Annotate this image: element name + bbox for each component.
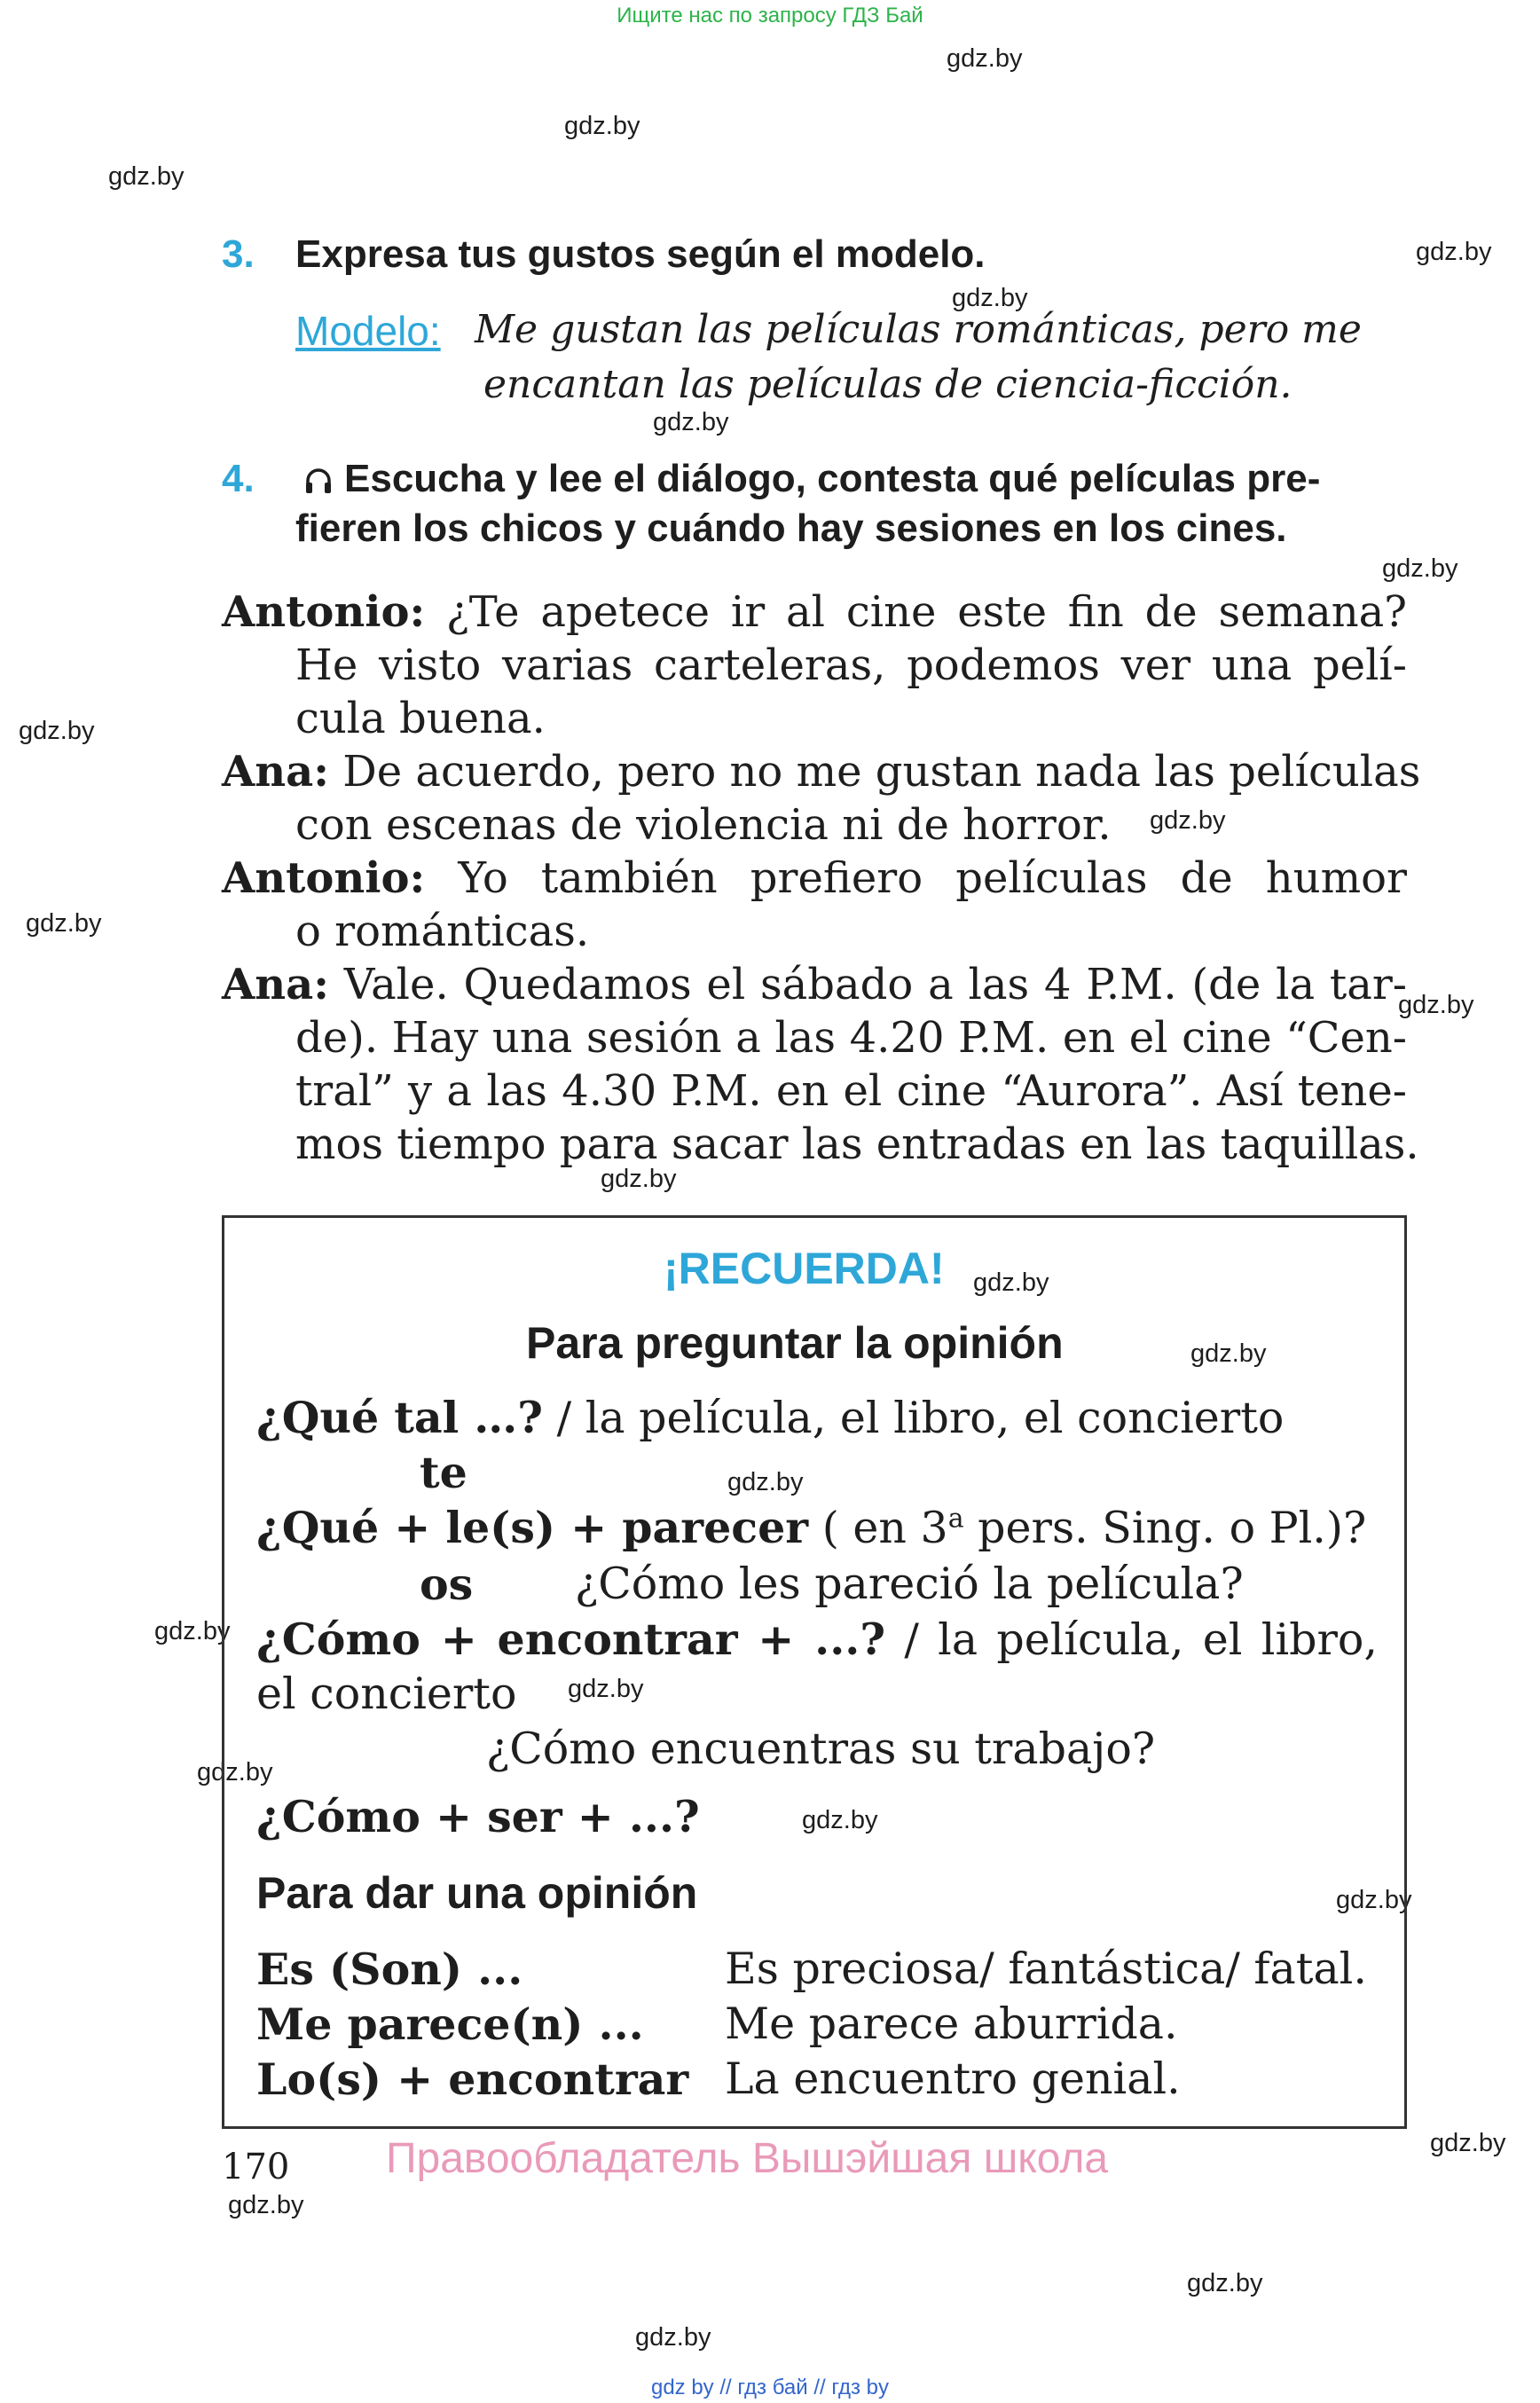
dialogue-text: De acuerdo, pero no me gustan nada las películas [328, 747, 1421, 797]
ask-opinion-heading: Para preguntar la opinión [526, 1318, 1064, 1368]
opinion-right: Es preciosa/ fantástica/ fatal. [725, 1944, 1367, 1994]
como-encontrar-line [256, 1614, 1378, 1665]
te-pronoun [420, 1447, 468, 1498]
copyright-notice: Правообладатель Вышэйшая школа [386, 2135, 1109, 2182]
como-encontrar-cont: el concierto [256, 1669, 517, 1719]
modelo-line-1: Me gustan las películas románticas, pero me [475, 307, 1362, 352]
dialogue-text: Vale. Quedamos el sábado a las 4 P.M. (de la tar- [328, 960, 1407, 1009]
watermark: gdz.by [1398, 991, 1474, 1019]
watermark: gdz.by [1416, 238, 1492, 266]
watermark: gdz.by [197, 1758, 273, 1787]
como-encontrar-example: ¿Cómo encuentras su trabajo? [486, 1724, 1156, 1774]
exercise-3-number: 3. [222, 232, 255, 276]
como-encontrar-rest: / la película, el libro, [885, 1614, 1378, 1665]
dialogue-line: tral” y a las 4.30 P.M. en el cine “Aurora”. Así tene- [295, 1066, 1407, 1116]
speaker-name: Ana: [222, 747, 329, 797]
watermark: gdz.by [653, 408, 729, 436]
page-number: 170 [222, 2147, 290, 2187]
watermark: gdz.by [1430, 2129, 1506, 2157]
dialogue-text: ¿Te apetece ir al cine este fin de semana? [425, 587, 1407, 637]
os-text: os [420, 1559, 474, 1610]
watermark: gdz.by [228, 2191, 304, 2219]
como-ser-bold: ¿Cómo + ser + ...? [256, 1791, 700, 1842]
os-example: ¿Cómo les pareció la película? [575, 1559, 1244, 1609]
que-parecer-rest-b: pers. Sing. o Pl.)? [963, 1503, 1367, 1553]
watermark: gdz.by [727, 1468, 804, 1496]
watermark: gdz.by [568, 1675, 644, 1703]
que-tal-rest: / la película, el libro, el concierto [543, 1393, 1285, 1443]
como-ser-line [256, 1791, 700, 1842]
watermark: gdz.by [154, 1617, 231, 1645]
watermark: gdz.by [564, 112, 640, 140]
dialogue-line: con escenas de violencia ni de horror. [295, 800, 1112, 850]
watermark: gdz.by [1336, 1886, 1412, 1914]
que-parecer-bold: ¿Qué + le(s) + parecer [256, 1502, 809, 1553]
dialogue-line: cula buena. [295, 694, 546, 743]
exercise-4-title-line-2: fieren los chicos y cuándo hay sesiones en los cines. [295, 507, 1287, 550]
watermark: gdz.by [1382, 554, 1458, 583]
headphones-icon [303, 466, 334, 499]
dialogue-line: mos tiempo para sacar las entradas en las taquillas. [295, 1119, 1419, 1169]
exercise-3-title: Expresa tus gustos según el modelo. [295, 232, 986, 276]
te-text: te [420, 1447, 468, 1498]
opinion-right: La encuentro genial. [725, 2054, 1181, 2104]
watermark: gdz.by [973, 1268, 1049, 1297]
modelo-line-2: encantan las películas de ciencia-ficción. [483, 362, 1292, 407]
speaker-name: Ana: [222, 960, 329, 1009]
exercise-4-number: 4. [222, 457, 255, 500]
recuerda-box [222, 1215, 1407, 2129]
dialogue-line: He visto varias carteleras, podemos ver una pelí- [295, 640, 1407, 690]
que-tal-line [256, 1392, 1284, 1443]
watermark: gdz.by [802, 1806, 878, 1834]
top-site-link[interactable]: Ищите нас по запросу ГДЗ Бай [617, 4, 923, 27]
speaker-name: Antonio: [222, 853, 426, 903]
watermark: gdz.by [601, 1165, 677, 1193]
watermark: gdz.by [1150, 806, 1226, 835]
opinion-left-text: Lo(s) + encontrar [256, 2054, 689, 2105]
opinion-left-text: Me parece(n) ... [256, 1999, 644, 2050]
opinion-left [256, 1999, 644, 2050]
ordinal-superscript: a [947, 1503, 964, 1535]
modelo-label: Modelo: [295, 308, 441, 354]
opinion-right: Me parece aburrida. [725, 1999, 1178, 2049]
watermark: gdz.by [635, 2323, 711, 2352]
dialogue-text: Yo también prefiero películas de humor [425, 853, 1407, 903]
que-tal-bold: ¿Qué tal …? [256, 1392, 544, 1443]
recuerda-title: ¡RECUERDA! [664, 1244, 945, 1293]
dialogue-line [222, 585, 1407, 639]
watermark: gdz.by [108, 162, 185, 191]
que-parecer-line [256, 1502, 1366, 1553]
dialogue-line: o románticas. [295, 907, 590, 956]
watermark: gdz.by [952, 284, 1028, 312]
dialogue-line [222, 852, 1407, 905]
dialogue-line [222, 745, 1421, 798]
como-encontrar-bold: ¿Cómo + encontrar + ...? [256, 1614, 886, 1665]
watermark: gdz.by [26, 909, 102, 938]
opinion-left-text: Es (Son) ... [256, 1944, 523, 1995]
os-pronoun [420, 1559, 473, 1610]
watermark: gdz.by [1190, 1339, 1267, 1368]
opinion-left [256, 2054, 688, 2105]
watermark: gdz.by [1187, 2269, 1263, 2297]
watermark: gdz.by [947, 44, 1023, 73]
exercise-4-title-line-1: Escucha y lee el diálogo, contesta qué películas pre- [344, 457, 1321, 500]
watermark: gdz.by [19, 717, 95, 745]
give-opinion-heading: Para dar una opinión [256, 1868, 698, 1918]
opinion-left [256, 1944, 522, 1995]
dialogue-line [222, 958, 1407, 1011]
bottom-site-links[interactable]: gdz by // гдз бай // гдз by [650, 2376, 890, 2399]
dialogue-line: de). Hay una sesión a las 4.20 P.M. en el cine “Cen- [295, 1013, 1407, 1063]
que-parecer-rest-a: ( en 3 [808, 1503, 948, 1553]
speaker-name: Antonio: [222, 587, 426, 637]
